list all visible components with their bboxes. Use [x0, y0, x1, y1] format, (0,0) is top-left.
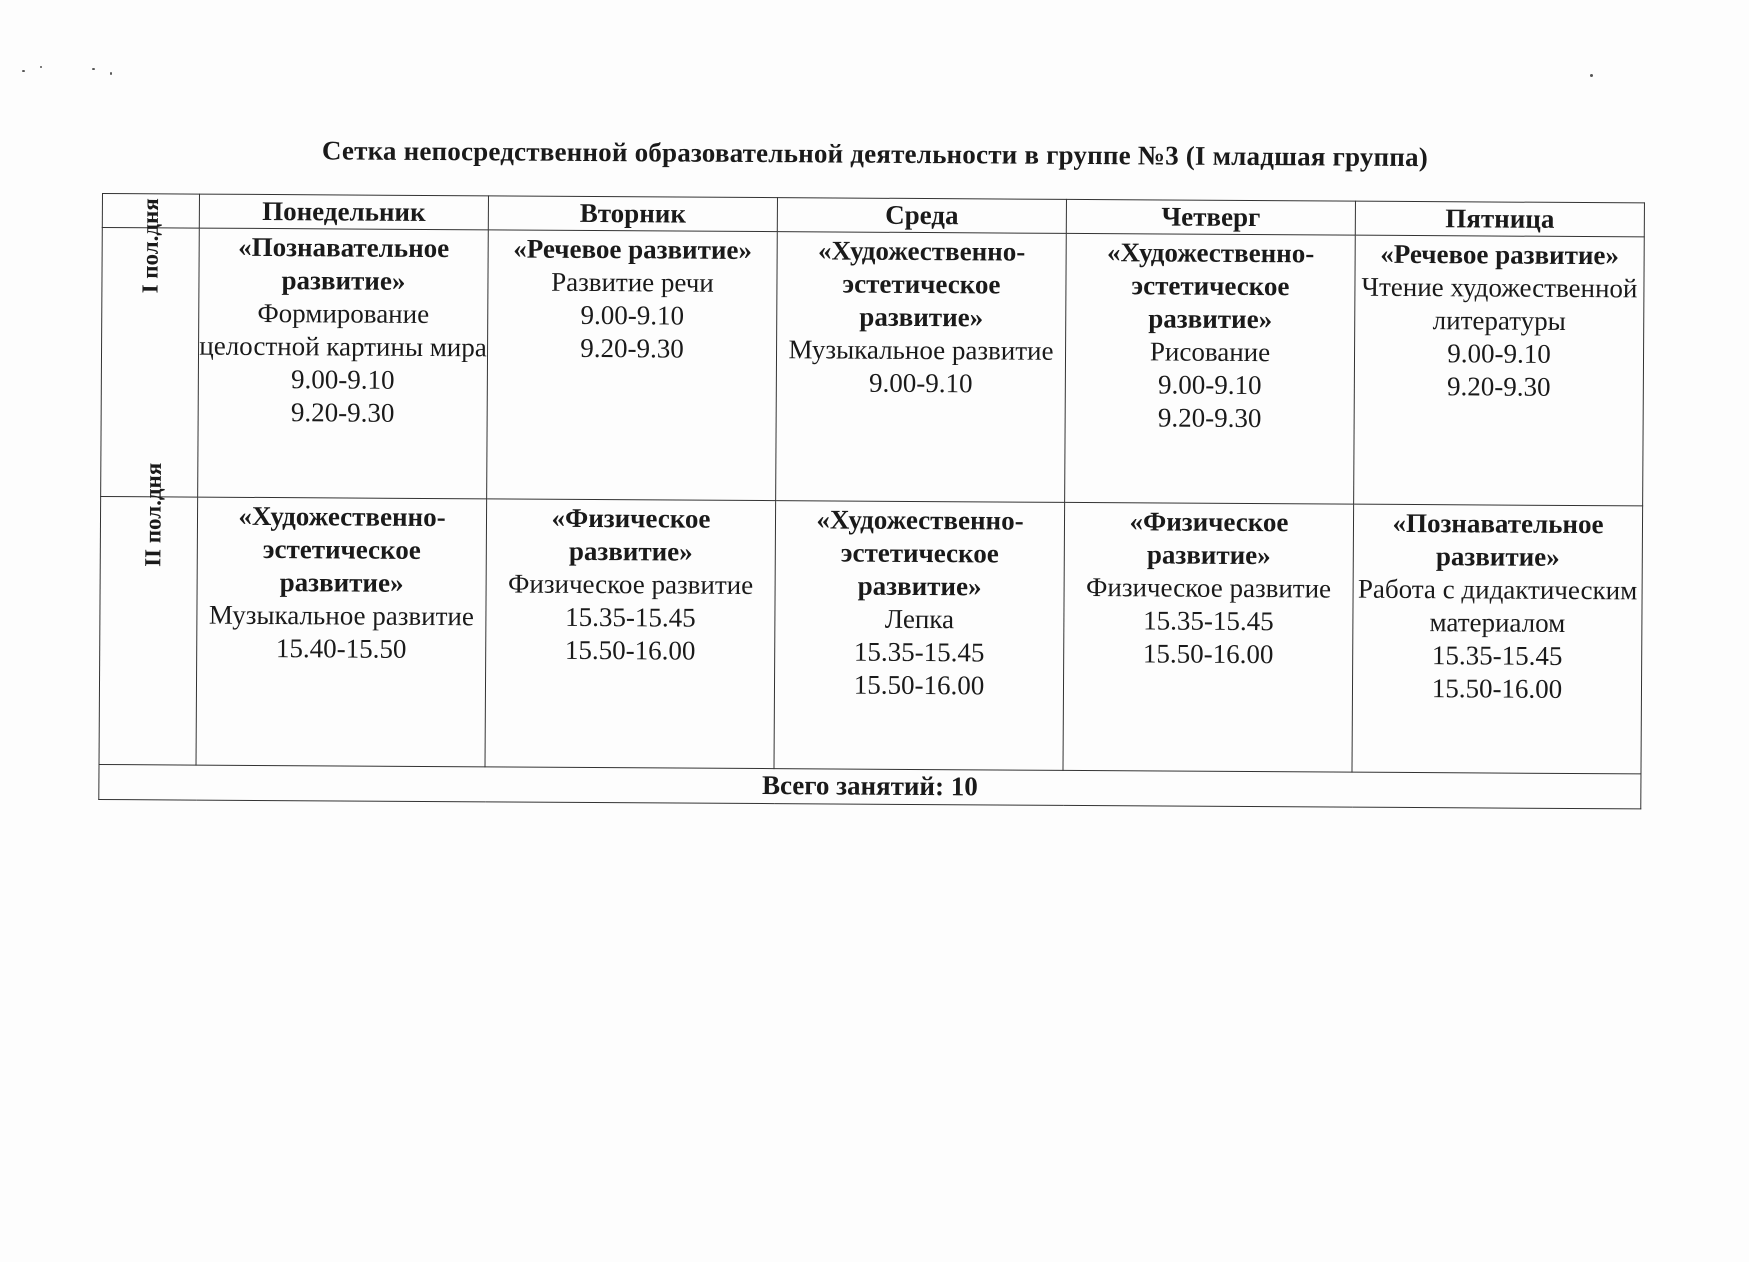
education-area: «Художественно-эстетическое развитие» — [817, 235, 1026, 333]
education-area: «Речевое развитие» — [513, 233, 753, 265]
time-slot: 9.00-9.10 — [869, 367, 973, 399]
scan-speck — [1590, 74, 1593, 77]
activity-name: Чтение художественной литературы — [1361, 271, 1638, 336]
scan-speck — [110, 72, 112, 75]
activity-name: Развитие речи — [551, 266, 714, 298]
scan-speck — [92, 68, 95, 70]
time-slot: 15.50-16.00 — [1142, 638, 1274, 670]
time-slot: 9.00-9.10 — [1158, 369, 1262, 401]
schedule-cell — [485, 499, 776, 769]
period-cell-first-half — [101, 198, 200, 498]
day-header-tuesday: Вторник — [488, 196, 777, 232]
time-slot: 15.35-15.45 — [853, 636, 985, 668]
day-header-wednesday: Среда — [777, 198, 1066, 234]
time-slot: 9.20-9.30 — [580, 332, 684, 364]
schedule-table-wrapper — [98, 193, 1645, 809]
schedule-cell — [196, 497, 487, 767]
activity-name: Физическое развитие — [1086, 572, 1332, 604]
education-area: «Художественно-эстетическое развитие» — [1106, 237, 1315, 335]
time-slot: 15.50-16.00 — [564, 634, 696, 666]
schedule-cell — [1063, 502, 1354, 772]
education-area: «Художественно-эстетическое развитие» — [816, 504, 1024, 602]
time-slot: 9.00-9.10 — [580, 299, 685, 331]
activity-name: Формирование целостной картины мира — [199, 297, 487, 363]
activity-name: Музыкальное развитие — [208, 599, 474, 632]
schedule-cell — [774, 501, 1065, 771]
schedule-cell — [487, 230, 778, 501]
education-area: «Художественно-эстетическое развитие» — [238, 500, 446, 598]
day-header-monday: Понедельник — [199, 194, 488, 230]
education-area: «Физическое развитие» — [1129, 506, 1289, 571]
document-title: Сетка непосредственной образовательной деятельности в группе №3 (I младшая группа) — [321, 135, 1429, 173]
time-slot: 9.00-9.10 — [291, 364, 395, 395]
time-slot: 15.50-16.00 — [853, 669, 985, 701]
table-row-second-half — [99, 496, 1643, 773]
education-area: «Познавательное развитие» — [1392, 507, 1604, 572]
schedule-table — [98, 193, 1645, 809]
table-row-first-half — [101, 228, 1645, 506]
activity-name: Работа с дидактическим материалом — [1357, 573, 1638, 638]
time-slot: 15.40-15.50 — [275, 633, 407, 664]
period-label: II пол.дня — [140, 462, 166, 567]
schedule-cell — [1352, 504, 1643, 774]
scan-speck — [40, 66, 42, 68]
time-slot: 9.20-9.30 — [1447, 371, 1551, 402]
education-area: «Физическое развитие» — [551, 502, 711, 567]
period-cell-second-half — [99, 462, 198, 765]
time-slot: 9.00-9.10 — [1447, 338, 1551, 369]
time-slot: 15.50-16.00 — [1431, 673, 1563, 704]
education-area: «Речевое развитие» — [1380, 238, 1620, 271]
schedule-cell — [1065, 233, 1356, 504]
schedule-cell — [776, 232, 1067, 503]
period-label: I пол.дня — [137, 198, 164, 294]
activity-name: Рисование — [1149, 336, 1271, 368]
time-slot: 9.20-9.30 — [290, 397, 395, 428]
total-sessions: Всего занятий: 10 — [99, 764, 1641, 808]
time-slot: 15.35-15.45 — [565, 601, 696, 633]
time-slot: 15.35-15.45 — [1143, 605, 1274, 637]
day-header-friday: Пятница — [1355, 201, 1644, 237]
time-slot: 15.35-15.45 — [1431, 640, 1563, 671]
schedule-cell — [198, 228, 489, 499]
activity-name: Физическое развитие — [508, 568, 754, 600]
education-area: «Познавательное развитие» — [238, 231, 450, 296]
scan-speck — [22, 70, 25, 72]
day-header-thursday: Четверг — [1066, 199, 1355, 235]
activity-name: Музыкальное развитие — [788, 334, 1054, 366]
schedule-cell — [1354, 235, 1645, 506]
time-slot: 9.20-9.30 — [1157, 402, 1262, 434]
activity-name: Лепка — [884, 603, 955, 635]
